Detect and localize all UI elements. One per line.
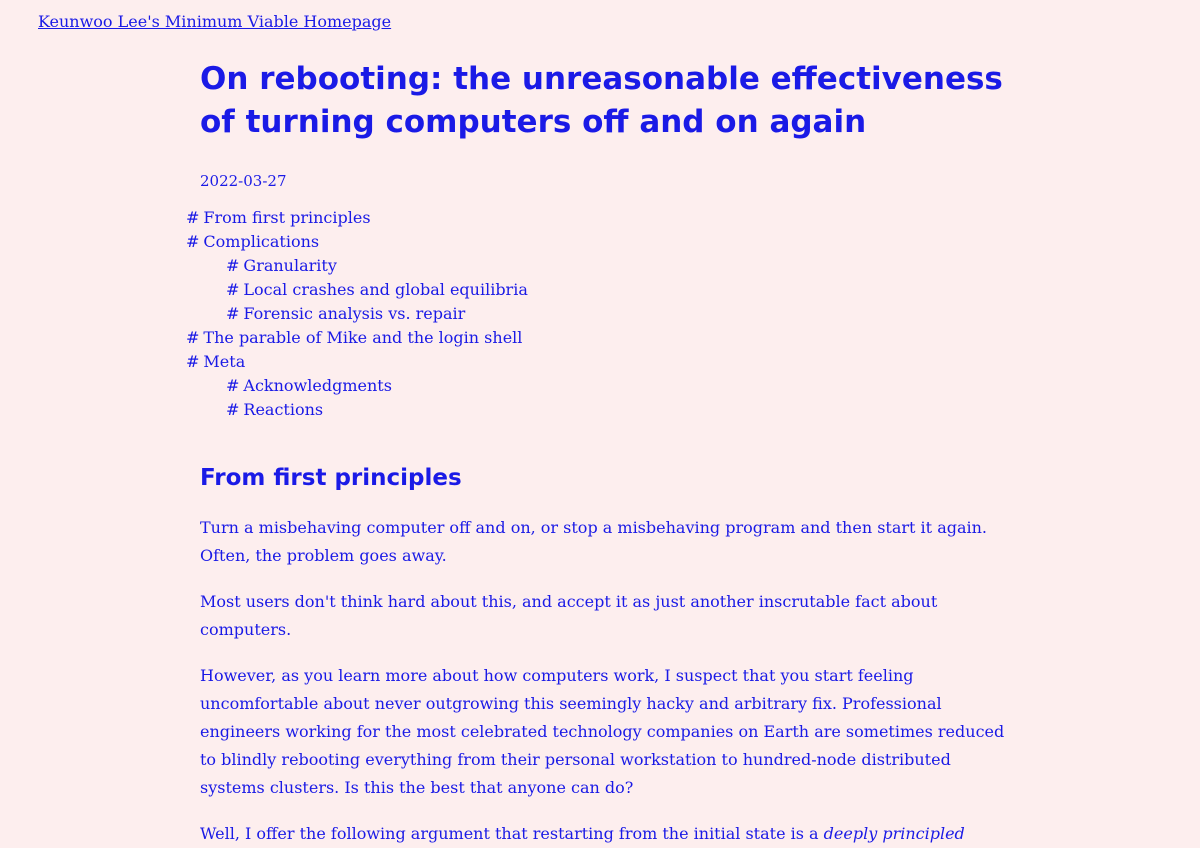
home-link[interactable]: Keunwoo Lee's Minimum Viable Homepage — [38, 12, 392, 31]
table-of-contents — [186, 206, 528, 422]
toc-item-from-first-principles[interactable] — [186, 206, 528, 230]
toc-hash: # — [186, 328, 200, 347]
toc-item-label: Forensic analysis vs. repair — [243, 304, 466, 323]
page-title: On rebooting: the unreasonable effectiveness of turning computers off and on again — [200, 61, 1003, 140]
toc-item-label: The parable of Mike and the login shell — [203, 328, 523, 347]
toc-hash: # — [186, 352, 200, 371]
toc-item-forensic-analysis[interactable] — [186, 302, 528, 326]
post-date: 2022-03-27 — [200, 172, 287, 190]
toc-item-label: Reactions — [243, 400, 324, 419]
toc-item-label: From first principles — [203, 208, 371, 227]
toc-hash: # — [226, 256, 240, 275]
toc-item-reactions[interactable] — [186, 398, 528, 422]
paragraph: However, as you learn more about how computers work, I suspect that you start feeling uncomfortable about never outgrowing this seemingly hacky and arbitrary fix. Professional engineers working for the most celebrated technology companies on Earth are sometimes reduced to blindly rebooting everything from their personal workstation to hundred-node distributed systems clusters. Is this the best that anyone can do? — [200, 666, 1005, 797]
toc-hash: # — [226, 304, 240, 323]
toc-item-complications[interactable] — [186, 230, 528, 254]
paragraph: Turn a misbehaving computer off and on, or stop a misbehaving program and then start it again. Often, the problem goes away. — [200, 518, 988, 565]
toc-item-acknowledgments[interactable] — [186, 374, 528, 398]
toc-item-parable[interactable] — [186, 326, 528, 350]
article-header — [200, 58, 1010, 192]
toc-item-label: Complications — [203, 232, 320, 251]
toc-hash: # — [226, 400, 240, 419]
toc-item-label: Acknowledgments — [243, 376, 392, 395]
toc-hash: # — [186, 232, 200, 251]
emphasis-text: deeply principled — [823, 824, 965, 843]
paragraph-text: Well, I offer the following argument that restarting from the initial state is a — [200, 824, 824, 843]
toc-item-meta[interactable] — [186, 350, 528, 374]
section-from-first-principles — [200, 460, 1010, 848]
section-heading: From first principles — [200, 465, 462, 491]
toc-hash: # — [186, 208, 200, 227]
toc-item-label: Meta — [203, 352, 246, 371]
paragraph-partial — [200, 820, 1010, 848]
toc-hash: # — [226, 376, 240, 395]
toc-item-label: Granularity — [243, 256, 337, 275]
toc-item-local-crashes[interactable] — [186, 278, 528, 302]
toc-item-granularity[interactable] — [186, 254, 528, 278]
toc-hash: # — [226, 280, 240, 299]
paragraph: Most users don't think hard about this, and accept it as just another inscrutable fact about computers. — [200, 592, 938, 639]
toc-item-label: Local crashes and global equilibria — [243, 280, 528, 299]
